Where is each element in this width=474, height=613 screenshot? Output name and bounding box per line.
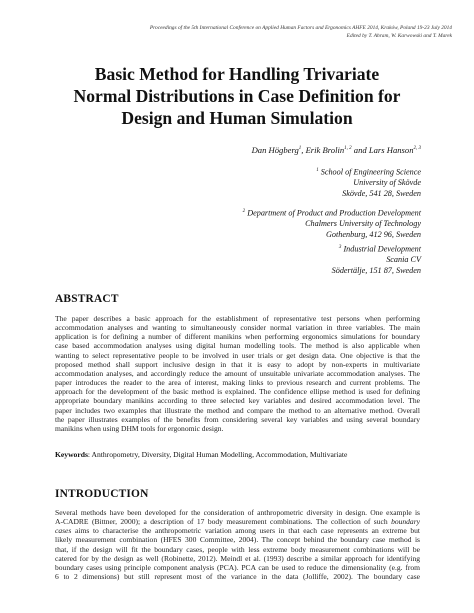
- emphasized-term: boundary: [391, 517, 420, 527]
- author-affiliation-mark: 1: [298, 146, 302, 152]
- introduction-heading: INTRODUCTION: [55, 488, 149, 500]
- affiliation-mark: 3: [338, 245, 342, 250]
- title-line: Normal Distributions in Case Definition for: [73, 86, 401, 106]
- introduction-line: [55, 572, 420, 581]
- introduction-line: [55, 554, 420, 563]
- introduction-text: aims to characterise the anthropometric variation among users in that each case represents an extreme but: [71, 526, 420, 536]
- affiliation-block: [332, 243, 421, 276]
- keywords-text: : Anthropometry, Diversity, Digital Human Modelling, Accommodation, Multivariate: [87, 450, 348, 459]
- abstract-line: application is for defining a number of different manikins when performing ergonomics simulations for boundary: [55, 332, 420, 342]
- proceedings-line: Proceedings of the 5th International Conference on Applied Human Factors and Ergonomics AHFE 2014, Kraków, Poland 19-23 July 2014: [149, 25, 452, 31]
- affiliation-line: Department of Product and Production Development: [247, 208, 421, 218]
- introduction-text: catered for by the design as well (Robinette, 2012). Meindl et al. (1993) describe a similar approach for identifying: [55, 553, 420, 563]
- abstract-line: the paper illustrates examples of the benefits from considering several key variables and using several boundary: [55, 414, 420, 424]
- author-list: [252, 145, 421, 155]
- author-name: Dan Högberg: [251, 145, 299, 155]
- author-affiliation-mark: 1, 2: [344, 146, 352, 152]
- introduction-line: [55, 535, 420, 544]
- abstract-line: paper introduces the reader to the area of interest, making links to previous research and current problems. The: [55, 378, 420, 388]
- author-separator: ,: [301, 145, 306, 155]
- paper-title: [30, 63, 444, 129]
- author-name: Erik Brolin: [305, 145, 345, 155]
- affiliation-block: [243, 207, 421, 240]
- title-line: Design and Human Simulation: [121, 108, 353, 128]
- introduction-text: 6 to 2 dimensions) but still represent most of the variance in the data (Jolliffe, 2002). The boundary case: [55, 572, 420, 582]
- author-name: Lars Hanson: [368, 145, 414, 155]
- abstract-line: proposed method shall support inclusive design in that it is easy to adopt by non-experts in multivariate: [55, 359, 420, 369]
- abstract-line: accommodation analyses, and accordingly reduce the amount of unsuitable univariate accommodation analyses. The: [55, 368, 420, 378]
- keywords-line: [55, 450, 347, 459]
- abstract-line: case based accommodation analyses using digital human modelling tools. The method is also applicable when: [55, 341, 420, 351]
- abstract-body: [55, 314, 420, 433]
- affiliation-line: University of Skövde: [353, 178, 421, 188]
- abstract-heading: ABSTRACT: [55, 293, 119, 305]
- author-affiliation-mark: 2, 3: [413, 146, 421, 152]
- affiliation-block: [316, 166, 421, 199]
- title-line: Basic Method for Handling Trivariate: [94, 64, 380, 84]
- keywords-label: Keywords: [55, 450, 88, 459]
- affiliation-mark: 1: [316, 168, 319, 173]
- author-separator: and: [351, 145, 369, 155]
- introduction-line: [55, 545, 420, 554]
- abstract-line: approach for the development of the basic method is explained. The confidence ellipse method is used for defining: [55, 387, 420, 397]
- affiliation-line: Gothenburg, 412 96, Sweden: [326, 229, 421, 239]
- introduction-text: boundary cases using principle component analysis (PCA). PCA can be used to reduce the dimensionality (e.g. from: [55, 562, 420, 572]
- introduction-text: likely measurement combination (HFES 300 Committee, 2004). The concept behind the boundary case method is: [55, 535, 420, 545]
- emphasized-term: cases: [55, 526, 72, 536]
- introduction-text: that, if the design will fit the boundary cases, people with less extreme body measurement combinations will be: [55, 544, 420, 554]
- abstract-line: paper includes two examples that illustrate the method and compare the method to an alternative method. Overall: [55, 405, 420, 415]
- affiliation-line: School of Engineering Science: [320, 167, 421, 177]
- introduction-line: [55, 508, 420, 517]
- affiliation-line: Chalmers University of Technology: [305, 219, 421, 229]
- abstract-line: The paper describes a basic approach for the establishment of representative test persons when performing: [55, 314, 420, 323]
- introduction-body: [55, 508, 420, 581]
- abstract-line: accommodation analyses and wanting to simultaneously consider normal variation in three variables. The main: [55, 323, 420, 333]
- introduction-line: [55, 517, 420, 526]
- affiliation-line: Skövde, 541 28, Sweden: [342, 188, 421, 198]
- affiliation-line: Industrial Development: [343, 244, 421, 254]
- introduction-text: Several methods have been developed for the consideration of anthropometric diversity in design. One example is: [55, 508, 420, 517]
- introduction-text: A-CADRE (Bittner, 2000); a description of 17 body measurement combinations. The collection of such: [55, 517, 392, 527]
- abstract-line: wanting to select representative people to be involved in user trials or get design data. One objective is that the: [55, 350, 420, 360]
- affiliation-line: Södertälje, 151 87, Sweden: [331, 265, 421, 275]
- proceedings-header: [40, 24, 452, 40]
- affiliation-line: Scania CV: [386, 255, 421, 265]
- abstract-line: manikins when using DHM tools for ergonomic design.: [55, 423, 224, 433]
- introduction-line: [55, 526, 420, 535]
- affiliation-mark: 2: [242, 209, 246, 214]
- introduction-line: [55, 563, 420, 572]
- editors-line: Edited by T. Ahram, W. Karwowski and T. Marek: [346, 33, 452, 39]
- abstract-line: appropriate boundary manikins according to three selected key variables and desired accommodation level. The: [55, 396, 420, 406]
